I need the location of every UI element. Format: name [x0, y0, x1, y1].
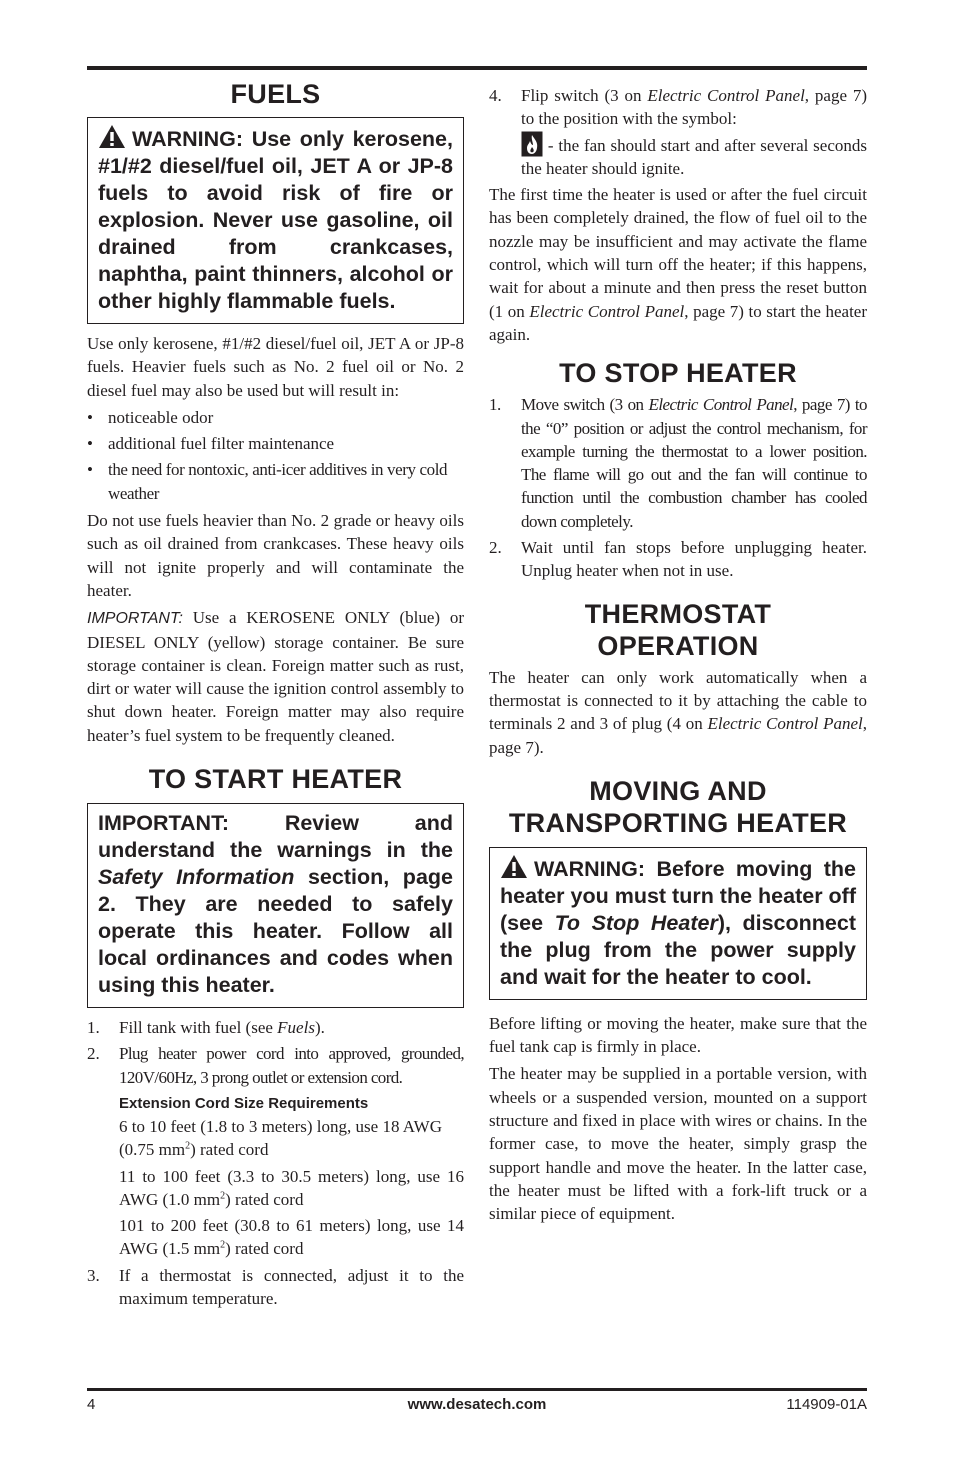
step-1: 1. Fill tank with fuel (see Fuels). — [87, 1018, 325, 1038]
start-steps-list-cont — [87, 1264, 464, 1311]
step-4: 4. Flip switch (3 on Electric Control Panel, page 7) to the position with the symbol: - the fan should start and after several seconds the heater should ignite. — [489, 86, 868, 178]
fuels-para-1: Use only kerosene, #1/#2 diesel/fuel oil, JET A or JP-8 fuels. Heavier fuels such as No. 2 fuel oil or No. 2 diesel fuel may also be used but will result in: — [87, 334, 464, 400]
warning-icon — [98, 124, 126, 149]
moving-heading: MOVING AND TRANSPORTING HEATER — [508, 775, 848, 838]
top-rule — [87, 66, 867, 70]
right-column — [489, 84, 867, 1230]
document-code: 114909-01A — [786, 1396, 867, 1413]
fuels-para-2: Do not use fuels heavier than No. 2 grade or heavy oils such as oil drained from crankcases. These heavy oils will not ignite properly and will contaminate the heater. — [87, 511, 464, 600]
flame-switch-icon — [521, 131, 543, 157]
first-use-para: The first time the heater is used or after the fuel circuit has been completely drained, the flow of fuel oil to the nozzle may be insufficient and may activate the flame control, which will turn off the heater; if this happens, wait for about a minute and then press the reset button (1 on Electric Control Panel, page 7) to start the heater again. — [489, 185, 867, 344]
fuels-warning-box — [87, 117, 464, 324]
page-number: 4 — [87, 1396, 96, 1413]
moving-warning-box: WARNING: Before moving the heater you must turn the heater off (see To Stop Heater), disconnect the plug from the power supply and wait for the heater to cool. — [489, 847, 867, 1000]
fuels-warning-text: Use only kerosene, #1/#2 diesel/fuel oil, JET A or JP-8 fuels to avoid risk of fire or explosion. Never use gasoline, oil drained from crankcases, naphtha, paint thinners, alcohol or other highly flammable fuels. — [98, 127, 453, 313]
website-link[interactable]: www.desatech.com — [407, 1396, 547, 1413]
warning-icon — [500, 854, 528, 879]
moving-para-1: Before lifting or moving the heater, make sure that the fuel tank cap is firmly in place. — [489, 1013, 867, 1057]
to-start-heater-heading: TO START HEATER — [148, 764, 403, 795]
thermostat-heading: THERMOSTAT OPERATION — [584, 598, 772, 661]
step-3: 3. If a thermostat is connected, adjust it to the maximum temperature. — [87, 1265, 464, 1309]
stop-step-1: 1. Move switch (3 on Electric Control Panel, page 7) to the “0” position or adjust the control mechanism, for example turning the thermostat to a lower position. The flame will go out and the fan will continue to function until the combustion chamber has cooled down completely. — [489, 395, 867, 531]
important-label: IMPORTANT: — [87, 610, 183, 628]
fuels-bullet-list — [87, 406, 464, 505]
start-important-box: IMPORTANT: Review and understand the warnings in the Safety Information section, page 2. They are needed to safely operate this heater. Follow all local ordinances and codes when using this heater. — [87, 803, 464, 1008]
step-2: 2. Plug heater power cord into approved, grounded, 120V/60Hz, 3 prong outlet or extension cord. — [87, 1044, 464, 1087]
to-stop-heater-ref: To Stop Heater — [554, 910, 718, 935]
left-column — [87, 78, 464, 1313]
extension-cord-req-1: 6 to 10 feet (1.8 to 3 meters) long, use 18 AWG (0.75 $mm^2$) rated cord — [119, 1116, 442, 1160]
bottom-rule — [87, 1388, 867, 1391]
safety-info-ref: Safety Information — [98, 865, 295, 890]
start-steps-list-cont-2 — [489, 84, 867, 180]
extension-cord-heading: Extension Cord Size Requirements — [119, 1094, 369, 1112]
list-item: • the need for nontoxic, anti-icer additives in very cold weather — [87, 460, 448, 503]
extension-cord-req-2: 11 to 100 feet (3.3 to 30.5 meters) long, use 16 AWG (1.0 $mm^2$) rated cord — [119, 1166, 464, 1209]
stop-steps-list — [489, 393, 867, 582]
list-item: • additional fuel filter maintenance — [87, 434, 335, 454]
fuels-warning-label: WARNING: — [132, 127, 244, 151]
fuels-important-para: IMPORTANT: Use a KEROSENE ONLY (blue) or DIESEL ONLY (yellow) storage container. Be sure storage container is clean. Foreign matter such as rust, dirt or water will cause the ignition control assembly to shut down heater. Foreign matter may also require heater’s fuel system to be frequently cleaned. — [87, 608, 464, 745]
thermostat-para: The heater can only work automatically when a thermostat is connected to it by attaching the cable to terminals 2 and 3 of plug (4 on Electric Control Panel, page 7). — [489, 667, 867, 757]
extension-cord-req-3: 101 to 200 feet (30.8 to 61 meters) long, use 14 AWG (1.5 $mm^2$) rated cord — [119, 1216, 464, 1259]
moving-para-2: The heater may be supplied in a portable version, with wheels or a suspended version, mounted on a support structure and fixed in place with wires or chains. In the former case, to move the heater, simply grasp the support handle and move the heater. In the latter case, the heater must be lifted with a fork-lift truck or a similar piece of equipment. — [489, 1064, 867, 1224]
to-stop-heater-heading: TO STOP HEATER — [559, 358, 797, 389]
fuels-heading: FUELS — [230, 79, 321, 109]
start-steps-list — [87, 1016, 464, 1089]
stop-step-2: 2. Wait until fan stops before unplugging heater. Unplug heater when not in use. — [489, 538, 867, 581]
list-item: • noticeable odor — [87, 407, 214, 427]
